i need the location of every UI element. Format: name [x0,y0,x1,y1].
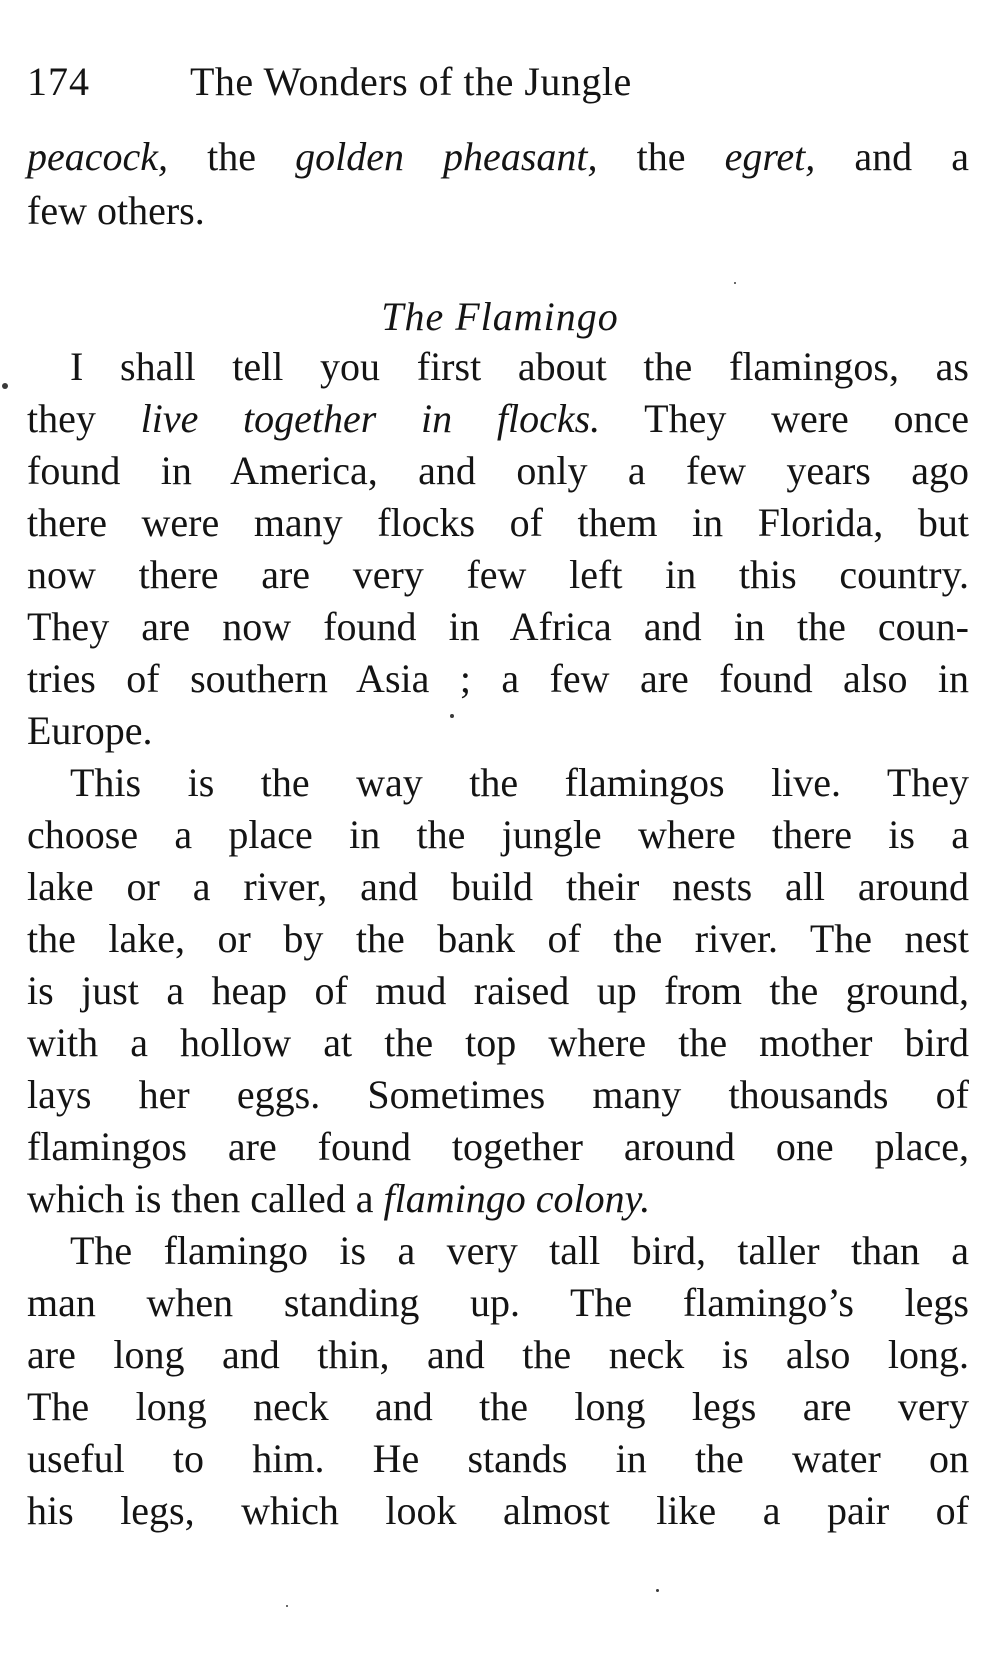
section-heading: The Flamingo [381,294,619,339]
p2-line-2: choose a place in the jungle where there is a [27,812,969,857]
italic-phrase: flamingo colony. [383,1176,651,1221]
p1-line-6: They are now found in Africa and in the coun- [27,604,969,649]
p1-line-4: there were many flocks of them in Florida, but [27,500,969,545]
text-run: which is then called a [27,1176,384,1221]
p2-line-9 [27,1171,969,1227]
p3-line-5: useful to him. He stands in the water on [27,1436,969,1481]
p2-line-6: with a hollow at the top where the mother bird [27,1020,969,1065]
text-run: the [597,134,725,179]
italic-term: egret, [724,134,816,179]
text-run: they [27,396,141,441]
intro-line-1 [27,129,969,185]
scan-speck [734,282,736,284]
p1-line-1: I shall tell you first about the flamingos, as [70,344,969,389]
intro-line-2: few others. [27,188,205,233]
p3-line-4: The long neck and the long legs are very [27,1384,969,1429]
p1-line-8: Europe. [27,708,153,753]
scan-speck [2,383,8,389]
p2-line-5: is just a heap of mud raised up from the ground, [27,968,969,1013]
p1-line-5: now there are very few left in this country. [27,552,969,597]
scan-speck [286,1605,288,1607]
running-head [27,54,947,110]
p1-line-7: tries of southern Asia ; a few are found also in [27,656,969,701]
p1-line-3: found in America, and only a few years ago [27,448,969,493]
running-title: The Wonders of the Jungle [190,59,632,104]
text-run: and a [815,134,969,179]
p1-line-2 [27,391,969,447]
p2-line-8: flamingos are found together around one place, [27,1124,969,1169]
p3-line-1: The flamingo is a very tall bird, taller than a [70,1228,969,1273]
scan-speck [656,1589,659,1592]
italic-phrase: live together in flocks. [140,396,601,441]
p3-line-2: man when standing up. The flamingo’s legs [27,1280,969,1325]
text-run: They were once [600,396,970,441]
p3-line-3: are long and thin, and the neck is also long. [27,1332,969,1377]
p2-line-4: the lake, or by the bank of the river. The nest [27,916,969,961]
p2-line-3: lake or a river, and build their nests all around [27,864,969,909]
text-run: the [168,134,296,179]
p2-line-1: This is the way the flamingos live. They [70,760,969,805]
p2-line-7: lays her eggs. Sometimes many thousands of [27,1072,969,1117]
italic-term: golden pheasant, [295,134,598,179]
p3-line-6: his legs, which look almost like a pair of [27,1488,969,1533]
italic-term: peacock, [27,134,169,179]
scan-speck [450,714,454,718]
page-number: 174 [27,59,90,104]
